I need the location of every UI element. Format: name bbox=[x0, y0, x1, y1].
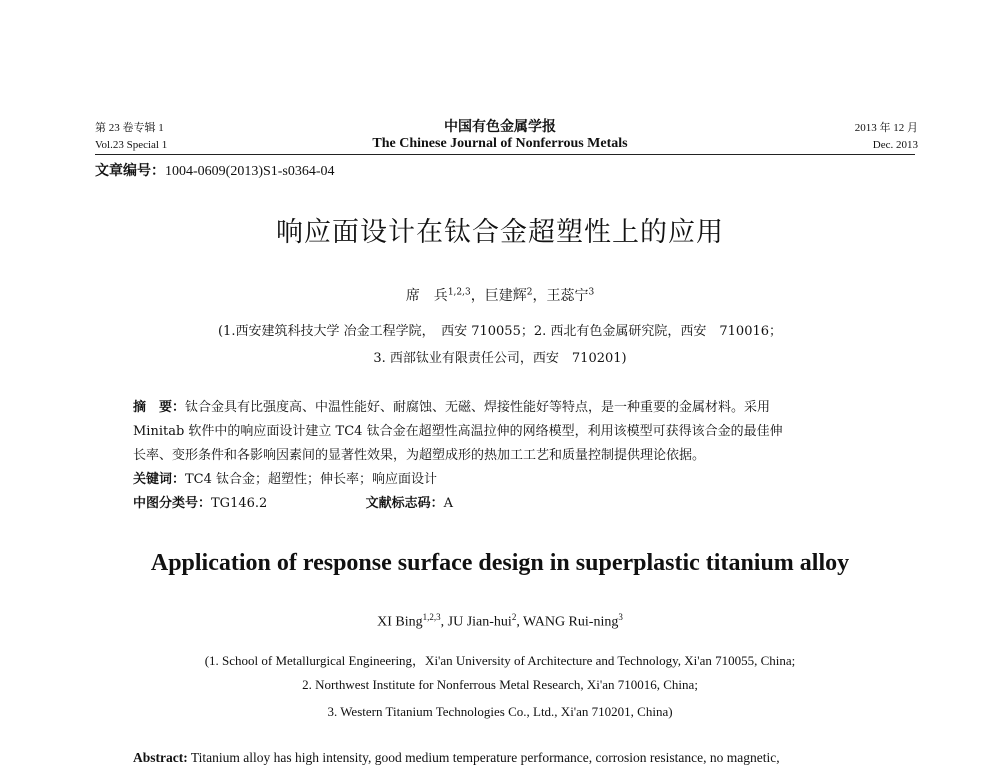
classification-line: 中图分类号：TG146.2 文献标志码：A bbox=[133, 496, 453, 511]
authors-cn: 席 兵$^{1,2,3}$，巨建辉$^2$，王蕊宁$^3$ bbox=[405, 287, 595, 304]
abstract-en-label: Abstract: bbox=[133, 750, 188, 765]
article-number-label: 文章编号： bbox=[95, 163, 165, 179]
header-volume-cn: 第 23 卷专辑 1 bbox=[95, 122, 164, 134]
author-3-cn: ，王蕊宁 bbox=[532, 288, 589, 304]
abstract-cn-label: 摘 要： bbox=[133, 400, 186, 415]
header-journal-cn: 中国有色金属学报 bbox=[444, 119, 556, 135]
abstract-cn: 摘 要：钛合金具有比强度高、中温性能好、耐腐蚀、无磁、焊接性能好等特点，是一种重要的金属材料。采用 Minitab 软件中的响应面设计建立 TC4 钛合金在超塑性高温拉伸的网络模型，利用该模型可获得该合金的最佳伸 长率、变形条件和各影响因素间的显著性效果，为超塑成形的热加工工艺和质量控制提供理论依据。 关键词：TC4 钛合金；超塑性；伸长率；响应面设计 中图分类号：TG146.2 文献标志码：A bbox=[133, 396, 888, 516]
affiliation-cn-line-1: (1.西安建筑科技大学 冶金工程学院， 西安 710055；2. 西北有色金属研究院，西安 710016； bbox=[217, 324, 783, 339]
header-date-cn: 2013 年 12 月 bbox=[854, 122, 918, 134]
author-1-cn: 席 兵 bbox=[405, 288, 448, 304]
author-2-cn: ，巨建辉 bbox=[470, 288, 527, 304]
header-rule bbox=[95, 154, 915, 155]
affiliation-en-line-2: 2. Northwest Institute for Nonferrous Metal Research, Xi'an 710016, China; bbox=[302, 677, 698, 692]
affiliation-en-line-1: (1. School of Metallurgical Engineering，Xi'an University of Architecture and Technology, Xi'an 710055, China; bbox=[204, 653, 796, 668]
article-number bbox=[95, 160, 335, 180]
header-journal-en: The Chinese Journal of Nonferrous Metals bbox=[372, 136, 628, 151]
affiliation-en-line-3: 3. Western Titanium Technologies Co., Ltd., Xi'an 710201, China) bbox=[327, 704, 673, 719]
title-cn: 响应面设计在钛合金超塑性上的应用 bbox=[276, 217, 724, 248]
title-en: Application of response surface design in superplastic titanium alloy bbox=[150, 550, 850, 576]
header-date-en: Dec. 2013 bbox=[872, 139, 918, 151]
article-number-value: 1004-0609(2013)S1-s0364-04 bbox=[165, 164, 335, 179]
abstract-en: Abstract: Titanium alloy has high intensity, good medium temperature performance, corrosion resistance, no magnetic, bbox=[133, 750, 780, 765]
affiliation-cn-line-2: 3. 西部钛业有限责任公司，西安 710201) bbox=[373, 351, 627, 366]
authors-en: XI Bing$^{1,2,3}$, JU Jian-hui$^2$, WANG Rui-ning$^3$ bbox=[377, 612, 623, 630]
keywords-cn: 关键词：TC4 钛合金；超塑性；伸长率；响应面设计 bbox=[133, 472, 438, 487]
header-volume-en: Vol.23 Special 1 bbox=[95, 139, 168, 151]
